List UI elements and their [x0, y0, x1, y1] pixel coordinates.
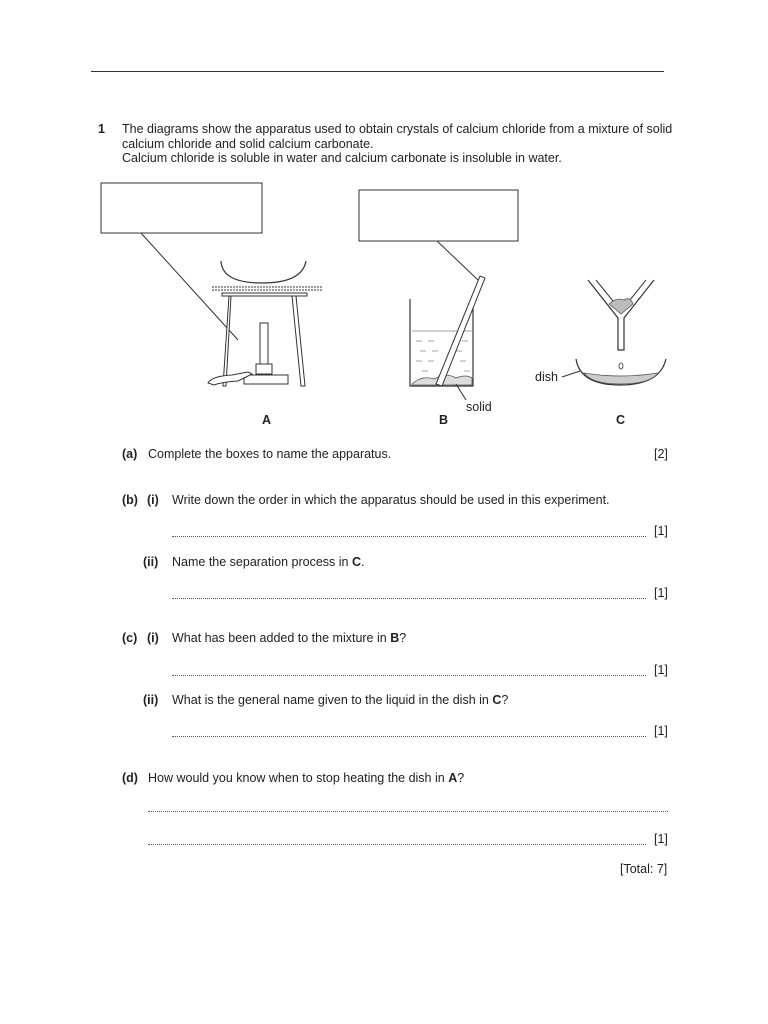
- part-d-text: How would you know when to stop heating the dish in A?: [148, 771, 465, 785]
- part-c-label: (c): [122, 631, 138, 645]
- answer-line-c-ii[interactable]: [172, 736, 646, 737]
- answer-line-b-ii[interactable]: [172, 598, 646, 599]
- leader-line-b: [437, 241, 478, 280]
- dish-label: dish: [535, 370, 558, 384]
- part-c-ii-label: (ii): [143, 693, 159, 707]
- solid-label: solid: [466, 400, 492, 414]
- part-a-text: Complete the boxes to name the apparatus.: [148, 447, 392, 461]
- leader-line-a: [141, 233, 238, 340]
- dish-pointer: [562, 371, 580, 377]
- part-c-i-label: (i): [147, 631, 159, 645]
- diagram-label-b: B: [439, 413, 449, 427]
- part-b-ii-label: (ii): [143, 555, 159, 569]
- diagram-label-a: A: [262, 413, 272, 427]
- part-b-ii-text: Name the separation process in C.: [172, 555, 365, 569]
- apparatus-c: [562, 280, 666, 385]
- part-c-i-text: What has been added to the mixture in B?: [172, 631, 407, 645]
- answer-line-d-1[interactable]: [148, 811, 668, 812]
- question-number: 1: [98, 122, 105, 136]
- part-b-label: (b): [122, 493, 138, 507]
- part-a-label: (a): [122, 447, 138, 461]
- apparatus-b: [410, 276, 485, 400]
- part-a-mark: [2]: [654, 447, 668, 461]
- total-marks: [Total: 7]: [620, 862, 668, 876]
- answer-line-b-i[interactable]: [172, 536, 646, 537]
- part-c-ii-text: What is the general name given to the liquid in the dish in C?: [172, 693, 509, 707]
- part-b-i-label: (i): [147, 493, 159, 507]
- intro-line-1: The diagrams show the apparatus used to obtain crystals of calcium chloride from a mixture of solid: [122, 122, 673, 136]
- part-c-ii-mark: [1]: [654, 724, 668, 738]
- apparatus-a: [208, 261, 322, 386]
- part-b-ii-mark: [1]: [654, 586, 668, 600]
- diagram-label-c: C: [616, 413, 626, 427]
- apparatus-diagram: [0, 0, 768, 440]
- answer-box-b[interactable]: [359, 190, 518, 241]
- intro-line-2: calcium chloride and solid calcium carbonate.: [122, 136, 374, 151]
- part-d-mark: [1]: [654, 832, 668, 846]
- answer-box-a[interactable]: [101, 183, 262, 233]
- answer-line-d-2[interactable]: [148, 844, 646, 845]
- part-d-label: (d): [122, 771, 138, 785]
- part-c-i-mark: [1]: [654, 663, 668, 677]
- answer-line-c-i[interactable]: [172, 675, 646, 676]
- part-b-i-text: Write down the order in which the apparatus should be used in this experiment.: [172, 493, 610, 507]
- intro-line-3: Calcium chloride is soluble in water and calcium carbonate is insoluble in water.: [122, 151, 562, 165]
- part-b-i-mark: [1]: [654, 524, 668, 538]
